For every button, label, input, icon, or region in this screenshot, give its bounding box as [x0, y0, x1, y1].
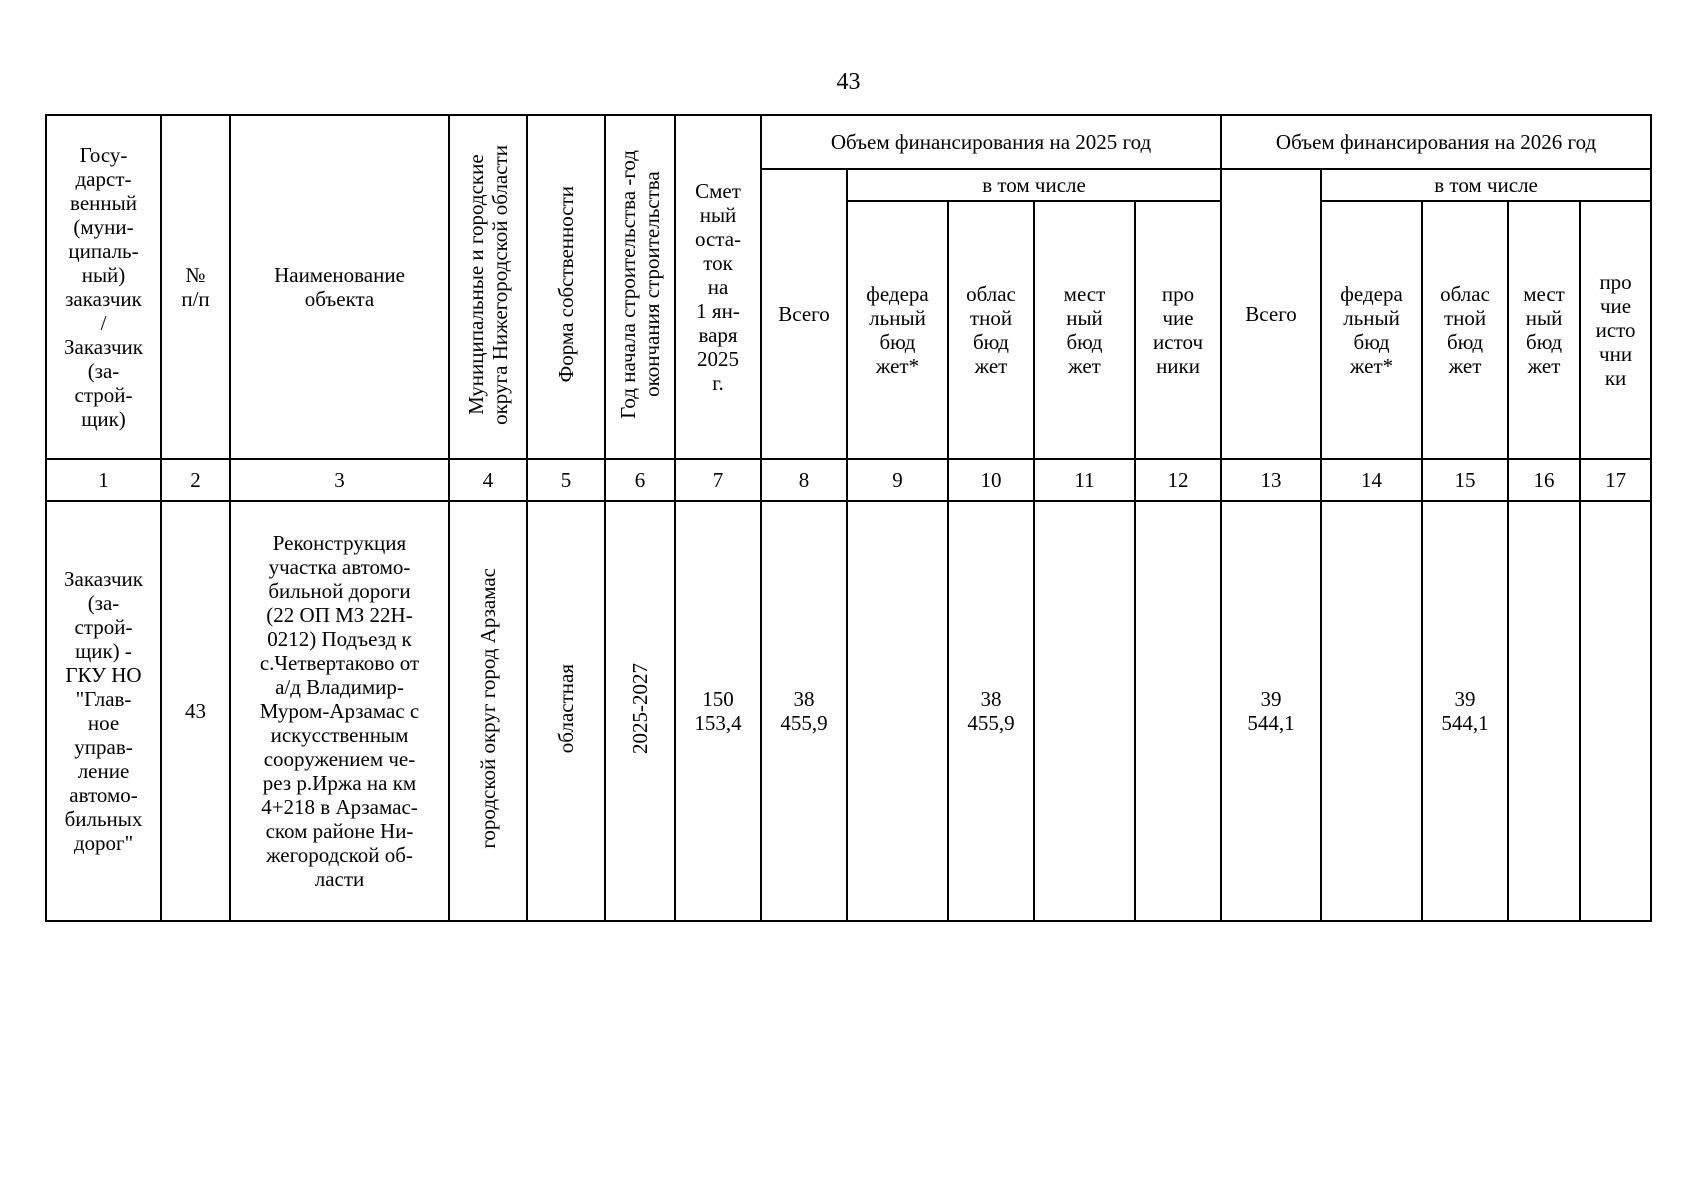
column-number: 3	[230, 459, 449, 501]
header-financing-2025: Объем финансирования на 2025 год	[761, 115, 1221, 169]
cell-ownership: областная	[527, 501, 605, 921]
header-financing-2026: Объем финансирования на 2026 год	[1221, 115, 1651, 169]
table-row	[46, 501, 1651, 921]
column-number: 15	[1422, 459, 1508, 501]
cell-total-2026: 39 544,1	[1221, 501, 1321, 921]
column-number: 6	[605, 459, 675, 501]
cell-remainder: 150 153,4	[675, 501, 761, 921]
column-number: 13	[1221, 459, 1321, 501]
cell-customer: Заказчик (за- строй- щик) - ГКУ НО "Глав- ное управ- ление автомо- бильных дорог"	[46, 501, 161, 921]
cell-object-name: Реконструкция участка автомо- бильной дороги (22 ОП МЗ 22Н- 0212) Подъезд к с.Четвертаково от а/д Владимир- Муром-Арзамас с искусственным сооружением че- рез р.Иржа на км 4+218 в Арзамас- ском районе Ни- жегородской об- ласти	[230, 501, 449, 921]
header-total-2025: Всего	[761, 169, 847, 459]
column-number: 12	[1135, 459, 1221, 501]
header-including-2025: в том числе	[847, 169, 1221, 201]
header-number: № п/п	[161, 115, 230, 459]
cell-other-2025	[1135, 501, 1221, 921]
header-including-2026: в том числе	[1321, 169, 1651, 201]
header-row-1	[46, 115, 1651, 169]
header-regional-2025: облас тной бюд жет	[948, 201, 1034, 459]
cell-regional-2025: 38 455,9	[948, 501, 1034, 921]
column-number: 1	[46, 459, 161, 501]
header-other-2025: про чие источ ники	[1135, 201, 1221, 459]
column-number: 8	[761, 459, 847, 501]
header-object-name: Наименование объекта	[230, 115, 449, 459]
page-number: 43	[836, 69, 861, 95]
header-construction-years: Год начала строительства -год окончания строительства	[605, 115, 675, 459]
column-number: 2	[161, 459, 230, 501]
header-local-2025: мест ный бюд жет	[1034, 201, 1135, 459]
cell-federal-2026	[1321, 501, 1422, 921]
header-regional-2026: облас тной бюд жет	[1422, 201, 1508, 459]
cell-local-2026	[1508, 501, 1580, 921]
header-customer: Госу- дарст- венный (муни- ципаль- ный) заказчик / Заказчик (за- строй- щик)	[46, 115, 161, 459]
column-number: 11	[1034, 459, 1135, 501]
cell-federal-2025	[847, 501, 948, 921]
header-ownership: Форма собственности	[527, 115, 605, 459]
header-local-2026: мест ный бюд жет	[1508, 201, 1580, 459]
cell-municipality: городской округ город Арзамас	[449, 501, 527, 921]
header-total-2026: Всего	[1221, 169, 1321, 459]
column-number: 5	[527, 459, 605, 501]
header-federal-2025: федера льный бюд жет*	[847, 201, 948, 459]
cell-other-2026	[1580, 501, 1651, 921]
header-estimated-remainder: Смет ный оста- ток на 1 ян- варя 2025 г.	[675, 115, 761, 459]
column-number: 16	[1508, 459, 1580, 501]
header-other-2026: про чие исто чни ки	[1580, 201, 1651, 459]
financing-table	[45, 114, 1652, 922]
cell-regional-2026: 39 544,1	[1422, 501, 1508, 921]
cell-number: 43	[161, 501, 230, 921]
column-number: 17	[1580, 459, 1651, 501]
column-number: 10	[948, 459, 1034, 501]
column-number-row	[46, 459, 1651, 501]
cell-years: 2025-2027	[605, 501, 675, 921]
column-number: 4	[449, 459, 527, 501]
header-federal-2026: федера льный бюд жет*	[1321, 201, 1422, 459]
column-number: 14	[1321, 459, 1422, 501]
column-number: 7	[675, 459, 761, 501]
column-number: 9	[847, 459, 948, 501]
cell-total-2025: 38 455,9	[761, 501, 847, 921]
header-municipality: Муниципальные и городские округа Нижегородской области	[449, 115, 527, 459]
cell-local-2025	[1034, 501, 1135, 921]
